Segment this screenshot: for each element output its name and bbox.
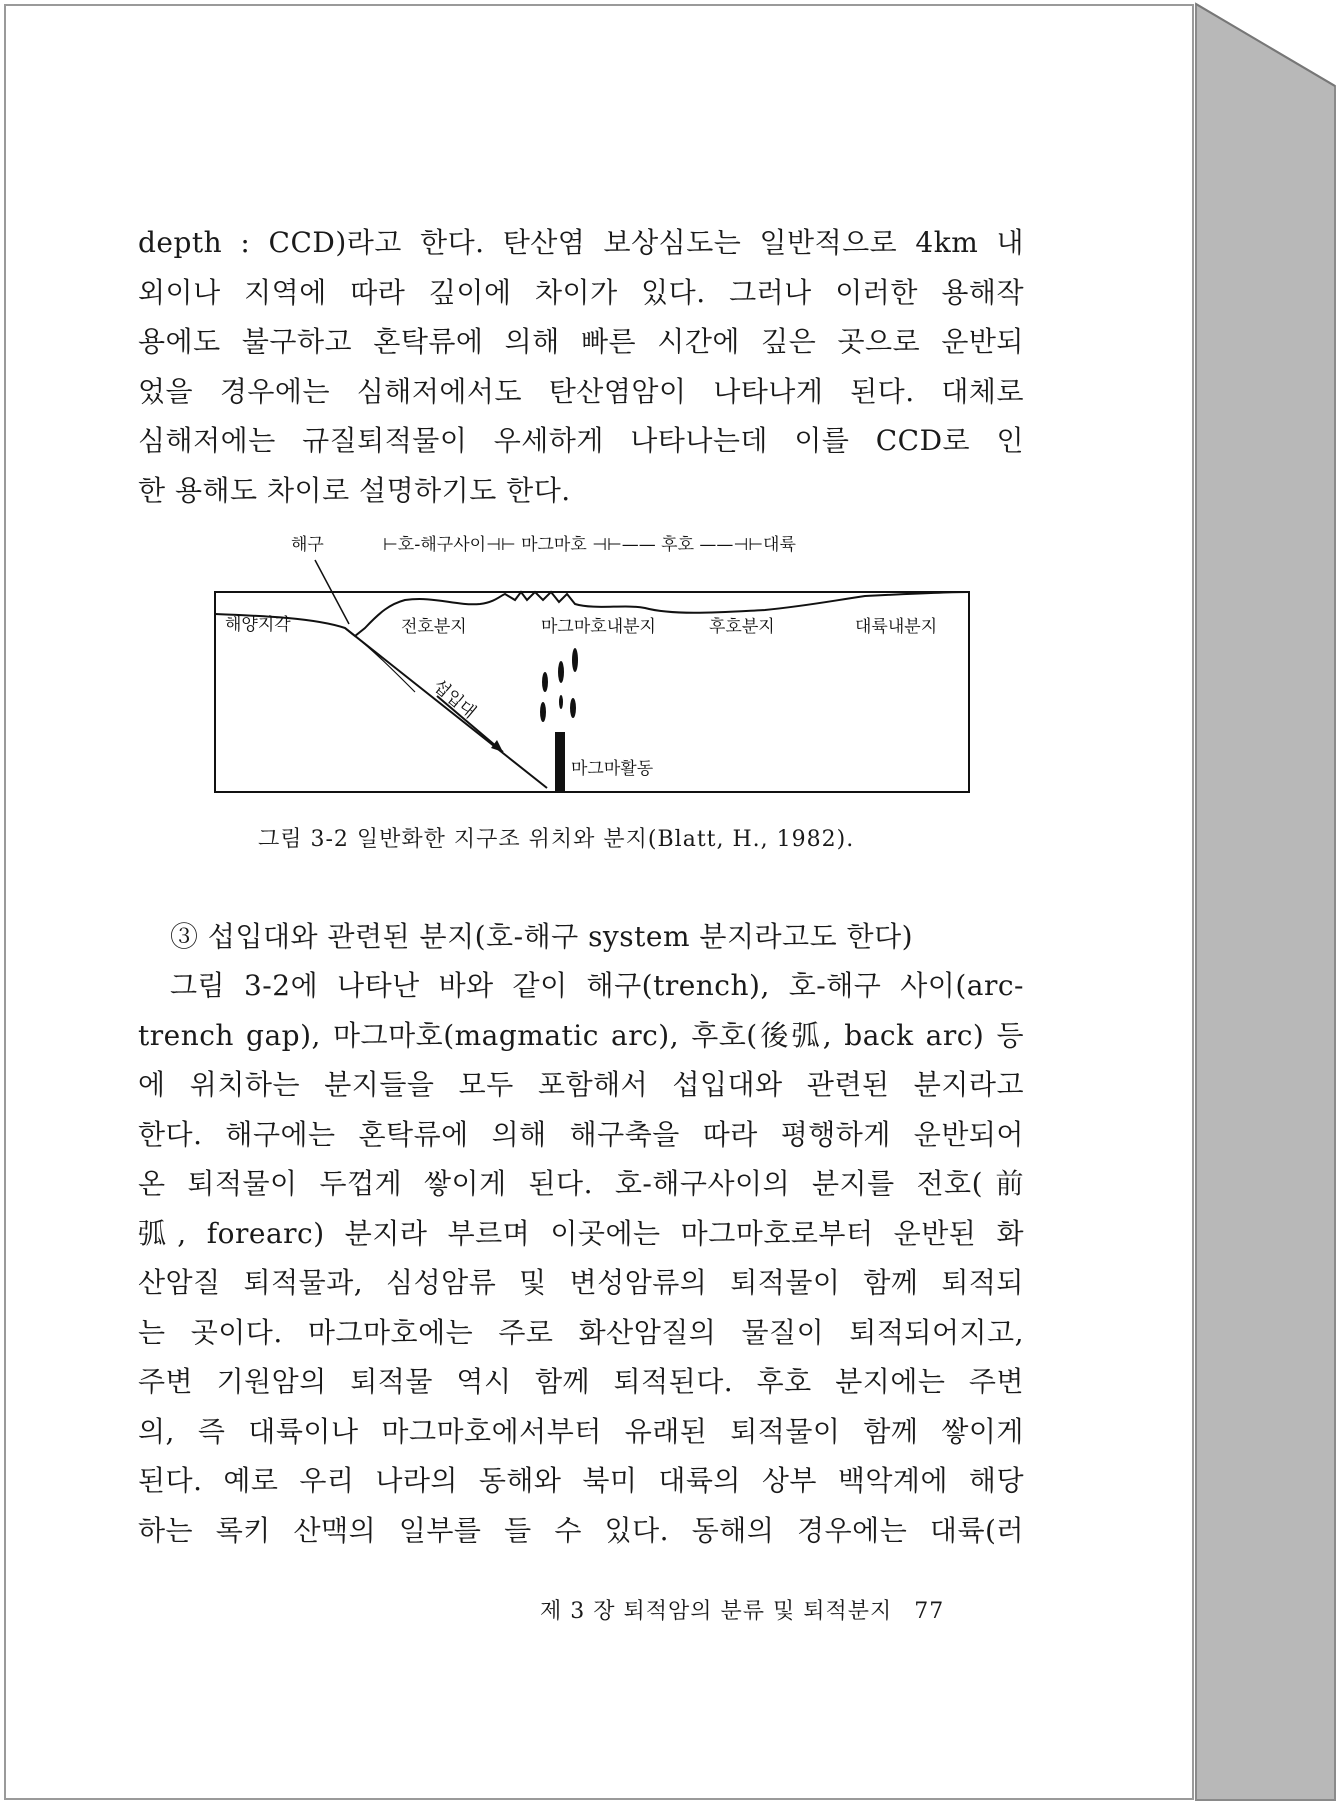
page-footer	[540, 1594, 944, 1625]
label-intra-arc-basin: 마그마호내분지	[541, 617, 656, 637]
text-line: 한다. 해구에는 혼탁류에 의해 해구축을 따라 평행하게 운반되어	[138, 1117, 1024, 1151]
label-intracontinental-basin: 대륙내분지	[855, 617, 938, 637]
text-line: 산암질 퇴적물과, 심성암류 및 변성암류의 퇴적물이 함께 퇴적되	[138, 1266, 1024, 1299]
chapter-title: 제 3 장 퇴적암의 분류 및 퇴적분지	[540, 1599, 893, 1624]
text-line: 용에도 불구하고 혼탁류에 의해 빠른 시간에 깊은 곳으로 운반되	[138, 325, 1024, 358]
figure-caption: 그림 3-2 일반화한 지구조 위치와 분지(Blatt, H., 1982).	[258, 827, 855, 852]
label-backarc-basin: 후호분지	[709, 617, 775, 637]
label-top-segments: ⊢호-해구사이⊣⊢ 마그마호 ⊣⊢—— 후호 ——⊣⊢대륙	[383, 535, 796, 555]
text-line: 弧, forearc) 분지라 부르며 이곳에는 마그마호로부터 운반된 화	[138, 1216, 1024, 1250]
text-line: 한 용해도 차이로 설명하기도 한다.	[138, 473, 571, 507]
tectonic-setting-figure	[205, 532, 975, 812]
text-line: trench gap), 마그마호(magmatic arc), 후호(後弧, back arc) 등	[138, 1018, 1024, 1052]
text-line: depth : CCD)라고 한다. 탄산염 보상심도는 일반적으로 4km 내	[138, 226, 1024, 259]
text-line: 에 위치하는 분지들을 모두 포함해서 섭입대와 관련된 분지라고	[138, 1068, 1024, 1101]
label-magmatic-activity: 마그마활동	[571, 759, 654, 779]
paragraph-2	[138, 961, 1024, 1555]
section-heading	[138, 912, 1024, 962]
text-line: 는 곳이다. 마그마호에는 주로 화산암질의 물질이 퇴적되어지고,	[138, 1315, 1024, 1349]
label-subduction-zone: 섭입대	[428, 675, 480, 723]
section-heading-text: ③ 섭입대와 관련된 분지(호-해구 system 분지라고도 한다)	[170, 920, 914, 953]
text-line: 온 퇴적물이 두껍게 쌓이게 된다. 호-해구사이의 분지를 전호(前	[138, 1167, 1024, 1200]
label-oceanic-crust: 해양지각	[225, 615, 291, 635]
paragraph-1	[138, 218, 1024, 515]
label-forearc-basin: 전호분지	[401, 617, 467, 637]
text-line: 외이나 지역에 따라 깊이에 차이가 있다. 그러나 이러한 용해작	[138, 275, 1024, 309]
text-line: 주변 기원암의 퇴적물 역시 함께 퇴적된다. 후호 분지에는 주변	[138, 1365, 1024, 1398]
text-line: 된다. 예로 우리 나라의 동해와 북미 대륙의 상부 백악계에 해당	[138, 1464, 1024, 1497]
text-line: 하는 록키 산맥의 일부를 들 수 있다. 동해의 경우에는 대륙(러	[138, 1513, 1024, 1547]
page-number: 77	[914, 1599, 945, 1624]
label-trench: 해구	[291, 535, 324, 555]
text-line: 심해저에는 규질퇴적물이 우세하게 나타나는데 이를 CCD로 인	[138, 424, 1024, 457]
text-line: 의, 즉 대륙이나 마그마호에서부터 유래된 퇴적물이 함께 쌓이게	[138, 1414, 1024, 1448]
text-line: 그림 3-2에 나타난 바와 같이 해구(trench), 호-해구 사이(arc-	[170, 969, 1024, 1002]
text-line: 었을 경우에는 심해저에서도 탄산염암이 나타나게 된다. 대체로	[138, 374, 1024, 408]
